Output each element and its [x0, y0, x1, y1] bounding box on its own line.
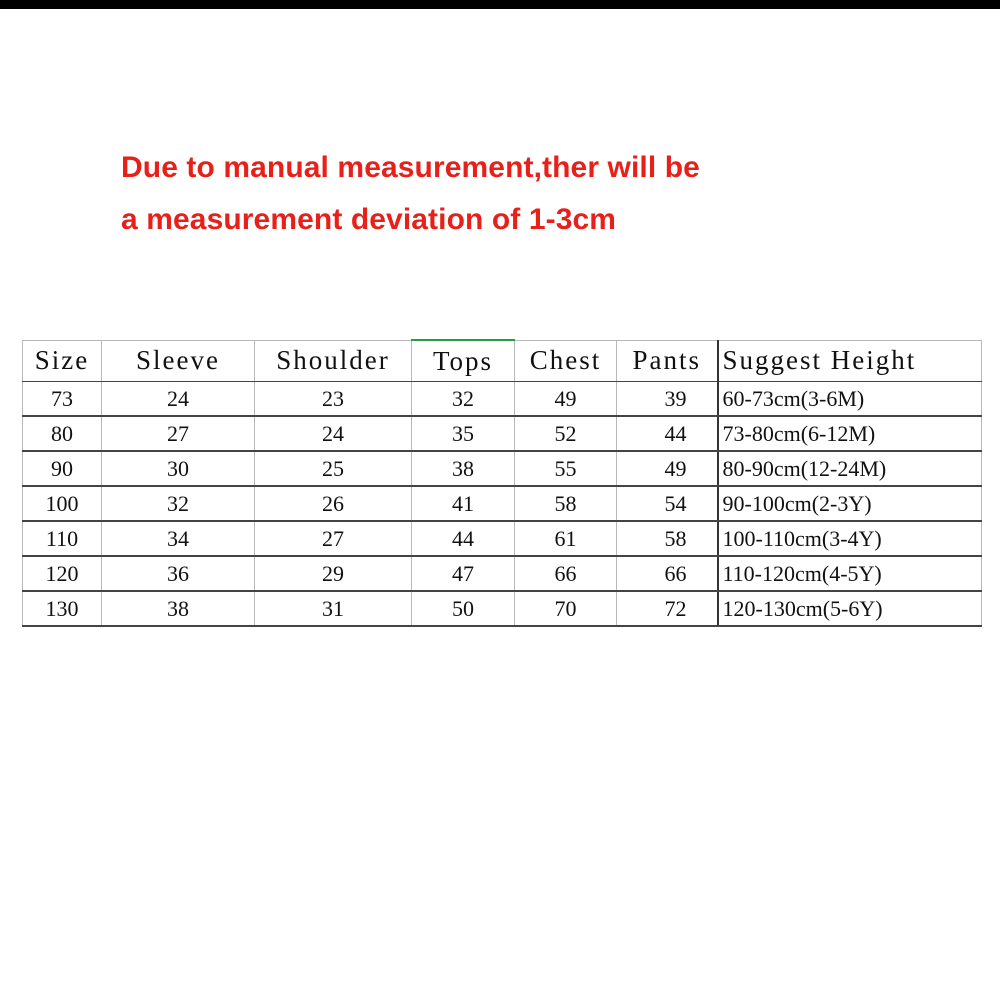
cell-chest: 58: [515, 486, 617, 521]
cell-pants: 58: [617, 521, 718, 556]
size-chart-table: [22, 339, 982, 627]
cell-tops: 44: [412, 521, 515, 556]
cell-sleeve: 34: [102, 521, 255, 556]
table-row: [23, 416, 982, 451]
cell-tops: 50: [412, 591, 515, 626]
cell-shoulder: 23: [255, 382, 412, 417]
cell-size: 73: [23, 382, 102, 417]
notice-line-1: Due to manual measurement,ther will be: [121, 151, 700, 184]
cell-tops: 47: [412, 556, 515, 591]
table-row: [23, 591, 982, 626]
cell-size: 130: [23, 591, 102, 626]
top-bar: [0, 0, 1000, 9]
cell-size: 100: [23, 486, 102, 521]
table-row: [23, 486, 982, 521]
table-row: [23, 556, 982, 591]
cell-sleeve: 24: [102, 382, 255, 417]
header-tops: Tops: [412, 340, 515, 382]
cell-shoulder: 24: [255, 416, 412, 451]
cell-chest: 55: [515, 451, 617, 486]
cell-suggest-height: 60-73cm(3-6M): [718, 382, 982, 417]
cell-shoulder: 29: [255, 556, 412, 591]
notice-line-2: a measurement deviation of 1-3cm: [121, 203, 617, 236]
cell-shoulder: 31: [255, 591, 412, 626]
cell-size: 120: [23, 556, 102, 591]
cell-size: 80: [23, 416, 102, 451]
measurement-notice: [121, 142, 700, 246]
cell-pants: 49: [617, 451, 718, 486]
cell-pants: 54: [617, 486, 718, 521]
cell-shoulder: 25: [255, 451, 412, 486]
cell-sleeve: 30: [102, 451, 255, 486]
cell-pants: 66: [617, 556, 718, 591]
cell-pants: 44: [617, 416, 718, 451]
header-pants: Pants: [617, 340, 718, 382]
header-sleeve: Sleeve: [102, 340, 255, 382]
cell-chest: 70: [515, 591, 617, 626]
header-suggest-height: Suggest Height: [718, 340, 982, 382]
cell-pants: 72: [617, 591, 718, 626]
table-row: [23, 382, 982, 417]
cell-suggest-height: 73-80cm(6-12M): [718, 416, 982, 451]
cell-sleeve: 36: [102, 556, 255, 591]
cell-suggest-height: 80-90cm(12-24M): [718, 451, 982, 486]
cell-tops: 41: [412, 486, 515, 521]
cell-suggest-height: 100-110cm(3-4Y): [718, 521, 982, 556]
cell-tops: 32: [412, 382, 515, 417]
cell-shoulder: 26: [255, 486, 412, 521]
cell-chest: 52: [515, 416, 617, 451]
header-chest: Chest: [515, 340, 617, 382]
table-row: [23, 451, 982, 486]
cell-shoulder: 27: [255, 521, 412, 556]
table-row: [23, 521, 982, 556]
cell-sleeve: 38: [102, 591, 255, 626]
cell-chest: 61: [515, 521, 617, 556]
cell-suggest-height: 110-120cm(4-5Y): [718, 556, 982, 591]
cell-suggest-height: 120-130cm(5-6Y): [718, 591, 982, 626]
cell-pants: 39: [617, 382, 718, 417]
cell-tops: 35: [412, 416, 515, 451]
cell-size: 90: [23, 451, 102, 486]
cell-size: 110: [23, 521, 102, 556]
cell-chest: 49: [515, 382, 617, 417]
header-size: Size: [23, 340, 102, 382]
cell-suggest-height: 90-100cm(2-3Y): [718, 486, 982, 521]
cell-sleeve: 27: [102, 416, 255, 451]
cell-sleeve: 32: [102, 486, 255, 521]
cell-chest: 66: [515, 556, 617, 591]
table-header-row: [23, 340, 982, 382]
cell-tops: 38: [412, 451, 515, 486]
header-shoulder: Shoulder: [255, 340, 412, 382]
